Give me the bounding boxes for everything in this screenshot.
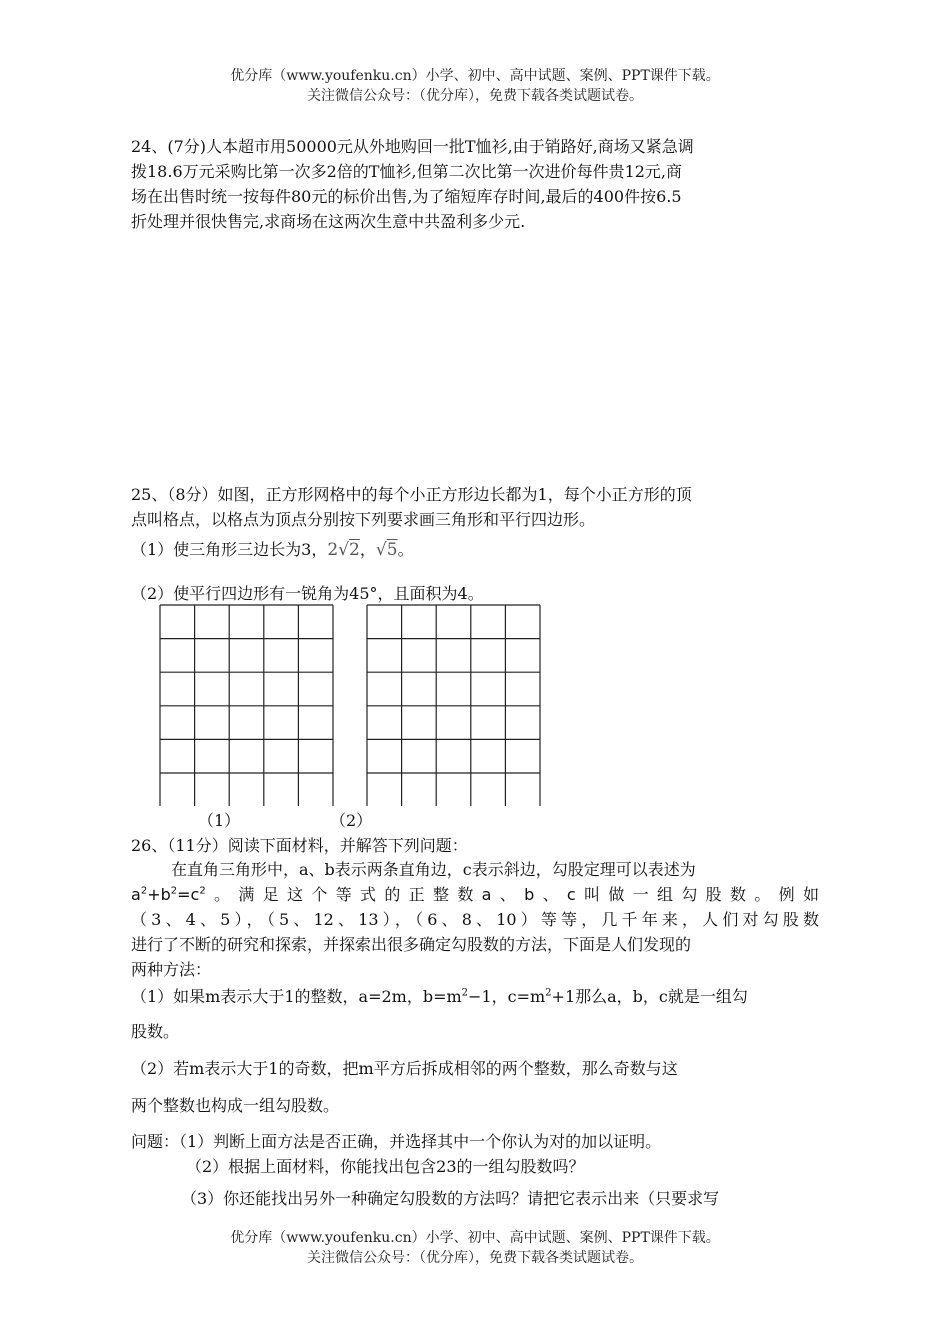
- q26-paragraph-4: 进行了不断的研究和探索，并探索出很多确定勾股数的方法，下面是人们发现的: [131, 935, 692, 954]
- q25-line-2: 点叫格点，以格点为顶点分别按下列要求画三角形和平行四边形。: [131, 510, 596, 529]
- q25-line-1: 25、（8分）如图，正方形网格中的每个小正方形边长都为1，每个小正方形的顶: [131, 485, 692, 504]
- question-part-3: （3）你还能找出另外一种确定勾股数的方法吗？请把它表示出来（只要求写: [181, 1189, 720, 1208]
- q25-part-1-text: （1）使三角形三边长为3，: [131, 540, 328, 559]
- grid-1-svg: [159, 604, 334, 806]
- page-header: [0, 66, 950, 106]
- grid-2: [366, 604, 541, 806]
- q26-paragraph-1: 在直角三角形中，a、b表示两条直角边，c表示斜边，勾股定理可以表述为: [171, 860, 696, 879]
- header-line-1: 优分库（www.youfenku.cn）小学、初中、高中试题、案例、PPT课件下载。: [230, 68, 720, 84]
- q26-paragraph-3: （3、4、5），（5、12、13），（6、8、10）等等，几千年来，人们对勾股数: [131, 910, 819, 929]
- question-part-2: （2）根据上面材料，你能找出包含23的一组勾股数吗？: [186, 1157, 585, 1176]
- footer-line-2: 关注微信公众号：（优分库），免费下载各类试题试卷。: [307, 1250, 643, 1266]
- radical-sqrt-5: √5: [375, 540, 398, 560]
- q25-part-1: （1）使三角形三边长为3，2√2，√5。: [131, 540, 414, 560]
- method-2-line-1: （2）若m表示大于1的奇数，把m平方后拆成相邻的两个整数，那么奇数与这: [131, 1059, 678, 1078]
- q24-line-1: 24、(7分)人本超市用50000元从外地购回一批T恤衫,由于销路好,商场又紧急调: [131, 137, 694, 156]
- method-1-line-1: （1）如果m表示大于1的整数，a=2m，$b=m^2-1$，$c=m^2+1$那么a，b，c就是一组勾: [131, 987, 748, 1006]
- grid-1: [159, 604, 334, 806]
- q24-line-4: 折处理并很快售完,求商场在这两次生意中共盈利多少元.: [131, 212, 526, 231]
- q24-line-2: 拨18.6万元采购比第一次多2倍的T恤衫,但第二次比第一次进价每件贵12元,商: [131, 162, 683, 181]
- grid-2-svg: [366, 604, 541, 806]
- method-1-line-2: 股数。: [131, 1022, 180, 1041]
- radical-2-sqrt-2: 2√2: [327, 540, 360, 560]
- question-part-1: 问题：（1）判断上面方法是否正确，并选择其中一个你认为对的加以证明。: [131, 1132, 662, 1151]
- q26-paragraph-5: 两种方法：: [131, 960, 212, 979]
- grid-1-label: （1）: [198, 811, 241, 830]
- q25-part-2: （2）使平行四边形有一锐角为45°，且面积为4。: [131, 584, 484, 603]
- q26-paragraph-2: $a^2+b^2=c^2$。满足这个等式的正整数a、b、c叫做一组勾股数。例如: [131, 885, 819, 904]
- method-2-line-2: 两个整数也构成一组勾股数。: [131, 1096, 340, 1115]
- q24-line-3: 场在出售时统一按每件80元的标价出售,为了缩短库存时间,最后的400件按6.5: [131, 187, 682, 206]
- header-line-2: 关注微信公众号：（优分库），免费下载各类试题试卷。: [307, 88, 643, 104]
- footer-line-1: 优分库（www.youfenku.cn）小学、初中、高中试题、案例、PPT课件下载。: [230, 1230, 720, 1246]
- grid-2-label: （2）: [330, 811, 373, 830]
- q26-line-1: 26、（11分）阅读下面材料，并解答下列问题：: [131, 836, 468, 855]
- page-footer: [0, 1228, 950, 1268]
